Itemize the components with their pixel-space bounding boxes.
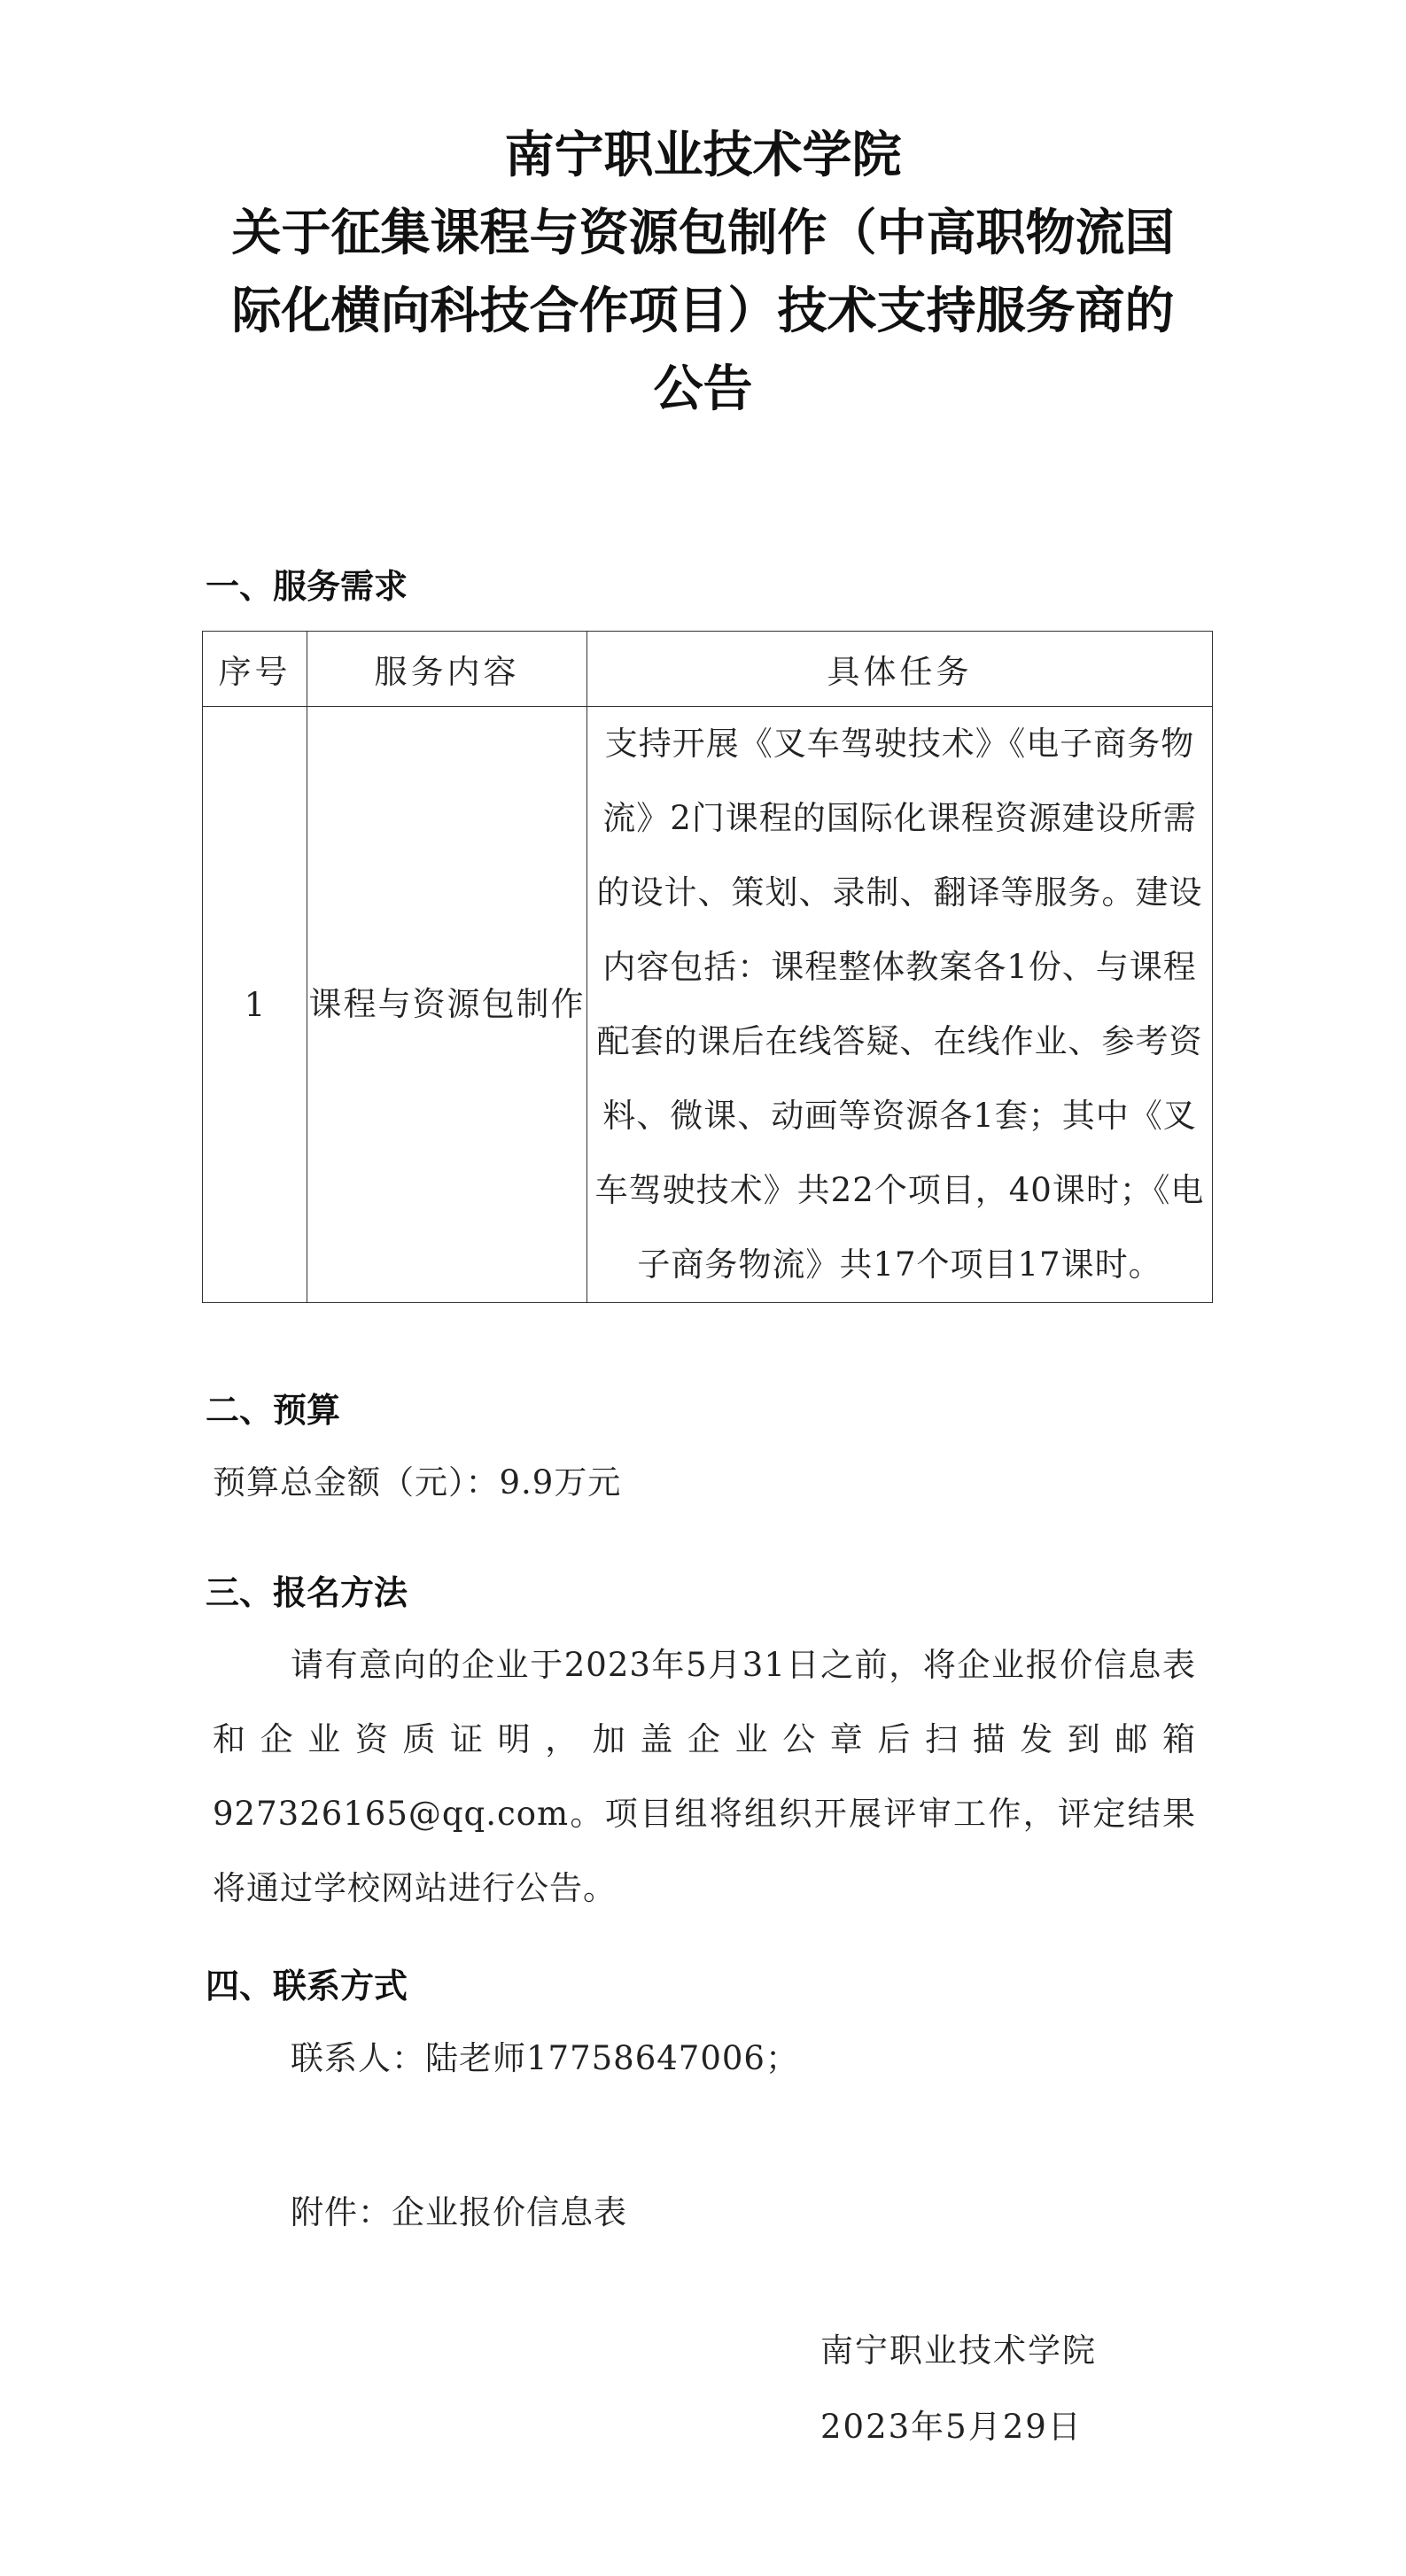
budget-text: 预算总金额（元）：9.9万元 — [213, 1463, 622, 1501]
registration-text: 请有意向的企业于2023年5月31日之前，将企业报价信息表和企业资质证明，加盖企业公章后扫描发到邮箱927326165@qq.com。项目组将组织开展评审工作，评定结果将通过学校网站进行公告。 — [213, 1646, 1196, 1907]
section-1-heading: 一、服务需求 — [206, 567, 408, 606]
header-content: 服务内容 — [307, 632, 587, 707]
title-line-1: 南宁职业技术学院 — [504, 127, 902, 184]
row-content: 课程与资源包制作 — [307, 707, 587, 1303]
announcement-title — [159, 117, 1247, 429]
section-3-heading: 三、报名方法 — [206, 1573, 408, 1612]
header-no: 序号 — [203, 632, 307, 707]
title-line-3: 际化横向科技合作项目）技术支持服务商的 — [231, 283, 1175, 340]
section-4-heading: 四、联系方式 — [206, 1967, 408, 2006]
signature-date: 2023年5月29日 — [820, 2408, 1083, 2446]
row-task: 支持开展《叉车驾驶技术》《电子商务物流》2门课程的国际化课程资源建设所需的设计、策划、录制、翻译等服务。建设内容包括：课程整体教案各1份、与课程配套的课后在线答疑、在线作业、参考资料、微课、动画等资源各1套；其中《叉车驾驶技术》共22个项目，40课时；《电子商务物流》共17个项目17课时。 — [587, 707, 1213, 1303]
section-2-heading: 二、预算 — [206, 1391, 341, 1430]
table-header-row — [203, 632, 1213, 707]
title-line-2: 关于征集课程与资源包制作（中高职物流国 — [231, 205, 1175, 262]
row-no: 1 — [203, 707, 307, 1303]
contact-text: 联系人：陆老师17758647006； — [291, 2039, 799, 2077]
attachment-text: 附件：企业报价信息表 — [291, 2193, 627, 2231]
table-row — [203, 707, 1213, 1303]
signature-org: 南宁职业技术学院 — [820, 2332, 1097, 2370]
title-line-4: 公告 — [653, 361, 753, 418]
header-task: 具体任务 — [587, 632, 1213, 707]
service-requirements-table — [202, 631, 1213, 1303]
